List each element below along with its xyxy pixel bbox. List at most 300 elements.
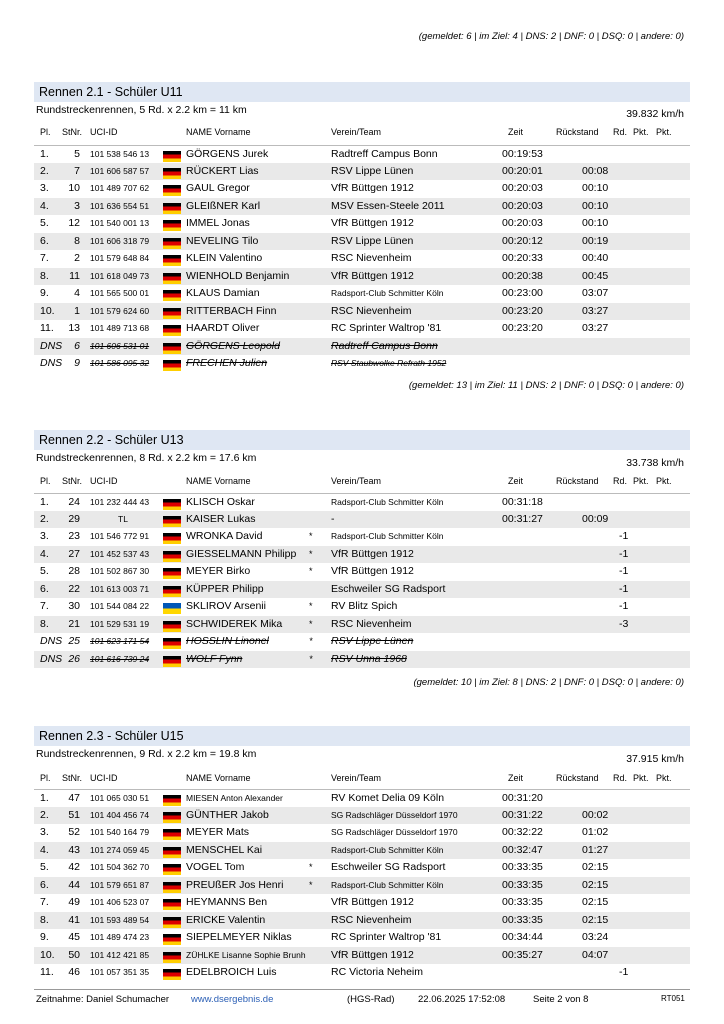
result-time: 00:20:03 [502, 199, 543, 212]
result-uci-id: 101 544 084 22 [90, 601, 150, 611]
result-start-number: 1 [74, 304, 80, 317]
result-name: SKLIROV Arsenii [186, 600, 266, 612]
col-pkt: Pkt. [656, 476, 672, 486]
result-gap: 03:27 [582, 304, 609, 317]
result-club: Radsport-Club Schmitter Köln [331, 288, 444, 298]
result-place: 9. [40, 931, 49, 943]
result-place: 4. [40, 199, 49, 212]
result-place: 10. [40, 304, 55, 317]
flag-germany-icon [163, 325, 181, 336]
col-stnr: StNr. [62, 127, 83, 137]
result-place: 7. [40, 600, 49, 612]
flag-germany-icon [163, 360, 181, 371]
result-place: 2. [40, 164, 49, 177]
race-average-speed: 39.832 km/h [626, 108, 684, 120]
result-uci-id: 101 489 713 68 [90, 323, 150, 333]
result-place: 8. [40, 913, 49, 926]
result-uci-id: 101 579 624 60 [90, 305, 150, 316]
result-place: 1. [40, 148, 49, 160]
result-uci-id: 101 065 030 51 [90, 793, 150, 803]
result-uci-id: 101 606 318 79 [90, 235, 150, 246]
result-row [34, 789, 690, 808]
result-club: RSV Lippe Lünen [331, 635, 414, 647]
col-pkt: Pkt. [633, 773, 649, 783]
result-place: DNS [40, 652, 63, 665]
result-name: VOGEL Tom [186, 861, 245, 873]
result-time: 00:31:20 [502, 792, 543, 804]
result-start-number: 29 [68, 512, 80, 525]
col-pl: Pl. [40, 773, 51, 783]
col-uci: UCI-ID [90, 127, 118, 137]
result-time: 00:31:27 [502, 512, 543, 525]
result-gap: 02:15 [582, 913, 609, 926]
result-gap: 00:09 [582, 512, 609, 525]
result-club: RC Victoria Neheim [331, 966, 424, 978]
result-start-number: 24 [68, 496, 80, 508]
result-place: 5. [40, 217, 49, 229]
result-name: WOLF Fynn [186, 652, 243, 665]
race-summary: (gemeldet: 10 | im Ziel: 8 | DNS: 2 | DNF: 0 | DSQ: 0 | andere: 0) [413, 677, 684, 688]
result-club: Radsport-Club Schmitter Köln [331, 844, 444, 855]
result-start-number: 11 [69, 269, 80, 282]
flag-germany-icon [163, 795, 181, 806]
result-name: GÖRGENS Jurek [186, 148, 269, 160]
result-uci-id: 101 618 049 73 [90, 270, 150, 281]
flag-germany-icon [163, 882, 181, 893]
result-time: 00:32:47 [502, 843, 543, 856]
result-uci-id: 101 502 867 30 [90, 566, 150, 576]
flag-germany-icon [163, 621, 181, 632]
flag-germany-icon [163, 255, 181, 266]
result-gap: 03:24 [582, 931, 609, 943]
col-club: Verein/Team [331, 476, 382, 486]
result-name: EDELBROICH Luis [186, 966, 277, 978]
result-row [34, 894, 690, 912]
result-gap: 00:45 [582, 269, 609, 282]
result-row [34, 320, 690, 338]
result-time: 00:19:53 [502, 148, 543, 160]
result-note-star: * [309, 566, 313, 576]
flag-germany-icon [163, 551, 181, 562]
result-name: SCHWIDEREK Mika [186, 617, 283, 630]
result-start-number: 41 [68, 913, 80, 926]
result-uci-id: 101 538 546 13 [90, 149, 150, 159]
result-club: RSV Lippe Lünen [331, 234, 414, 247]
result-place: 3. [40, 826, 49, 838]
result-gap: 00:10 [582, 217, 609, 229]
race-average-speed: 37.915 km/h [626, 753, 684, 765]
result-start-number: 23 [68, 530, 80, 542]
result-club: RSV Lippe Lünen [331, 164, 414, 177]
result-name: KAISER Lukas [186, 512, 256, 525]
col-name: NAME Vorname [186, 127, 251, 137]
result-time: 00:33:35 [502, 878, 543, 891]
result-start-number: 46 [68, 966, 80, 978]
col-time: Zeit [508, 127, 524, 137]
result-name: KLISCH Oskar [186, 496, 255, 508]
result-gap: 02:15 [582, 896, 609, 908]
result-place: 2. [40, 512, 49, 525]
flag-germany-icon [163, 934, 181, 945]
result-uci-id: 101 593 489 54 [90, 914, 150, 925]
result-row [34, 268, 690, 286]
result-row [34, 581, 690, 599]
col-rd: Rd. [613, 476, 628, 486]
flag-germany-icon [163, 533, 181, 544]
result-name: HOSSLIN Linonel [186, 635, 269, 647]
result-club: VfR Büttgen 1912 [331, 217, 414, 229]
result-gap: 00:19 [582, 234, 609, 247]
result-club: SG Radschläger Düsseldorf 1970 [331, 827, 458, 837]
result-time: 00:23:00 [502, 287, 543, 299]
result-start-number: 10 [68, 182, 80, 194]
result-gap: 00:02 [582, 808, 609, 821]
footer-mode: (HGS-Rad) [347, 994, 395, 1005]
result-name: KLEIN Valentino [186, 252, 263, 264]
result-start-number: 30 [68, 600, 80, 612]
col-pkt: Pkt. [633, 127, 649, 137]
race-title: Rennen 2.2 - Schüler U13 [34, 430, 690, 450]
result-row [34, 303, 690, 321]
result-uci-id: 101 586 095 32 [90, 358, 150, 368]
result-name: GAUL Gregor [186, 182, 250, 194]
result-laps: -3 [619, 617, 629, 630]
result-uci-id: TL [118, 513, 128, 524]
result-name: WRONKA David [186, 530, 263, 542]
result-uci-id: 101 529 531 19 [90, 618, 150, 629]
flag-germany-icon [163, 290, 181, 301]
result-place: 6. [40, 234, 49, 247]
flag-germany-icon [163, 220, 181, 231]
result-note-star: * [309, 618, 313, 629]
result-name: ZÜHLKE Lisanne Sophie Brunh [186, 949, 306, 960]
result-place: 9. [40, 287, 49, 299]
flag-germany-icon [163, 586, 181, 597]
result-place: 2. [40, 808, 49, 821]
result-time: 00:23:20 [502, 304, 543, 317]
result-row [34, 528, 690, 546]
result-start-number: 2 [74, 252, 80, 264]
result-uci-id: 101 406 523 07 [90, 897, 150, 907]
col-pkt: Pkt. [633, 476, 649, 486]
result-name: GÖRGENS Leopold [186, 339, 280, 352]
result-uci-id: 101 057 351 35 [90, 967, 150, 977]
result-laps: -1 [619, 582, 629, 595]
flag-germany-icon [163, 568, 181, 579]
result-start-number: 4 [74, 287, 80, 299]
result-row [34, 563, 690, 581]
result-gap: 00:10 [582, 182, 609, 194]
col-name: NAME Vorname [186, 773, 251, 783]
col-club: Verein/Team [331, 773, 382, 783]
result-club: RSC Nievenheim [331, 304, 412, 317]
result-place: 7. [40, 252, 49, 264]
result-row [34, 355, 690, 373]
result-laps: -1 [619, 966, 629, 978]
result-uci-id: 101 404 456 74 [90, 809, 150, 820]
result-start-number: 25 [68, 635, 80, 647]
result-row [34, 215, 690, 233]
result-row [34, 180, 690, 198]
result-uci-id: 101 579 648 84 [90, 253, 150, 263]
result-gap: 00:40 [582, 252, 609, 264]
result-time: 00:20:38 [502, 269, 543, 282]
result-note-star: * [309, 531, 313, 541]
result-club: RSV Unna 1968 [331, 652, 407, 665]
result-start-number: 28 [68, 565, 80, 577]
result-club: RSV Staubwolke Refrath 1952 [331, 358, 447, 368]
result-uci-id: 101 606 587 57 [90, 165, 150, 176]
result-start-number: 51 [68, 808, 80, 821]
result-club: RC Sprinter Waltrop '81 [331, 322, 442, 334]
result-time: 00:33:35 [502, 896, 543, 908]
result-row [34, 947, 690, 965]
result-club: RSC Nievenheim [331, 252, 412, 264]
result-start-number: 21 [68, 617, 80, 630]
result-uci-id: 101 579 651 87 [90, 879, 150, 890]
result-row [34, 964, 690, 982]
result-place: DNS [40, 357, 63, 369]
result-uci-id: 101 636 554 51 [90, 200, 150, 211]
result-row [34, 285, 690, 303]
result-place: DNS [40, 635, 63, 647]
race-summary: (gemeldet: 13 | im Ziel: 11 | DNS: 2 | DNF: 0 | DSQ: 0 | andere: 0) [408, 380, 684, 391]
result-row [34, 842, 690, 860]
result-name: KLAUS Damian [186, 287, 260, 299]
column-headers [34, 475, 690, 487]
result-club: MSV Essen-Steele 2011 [331, 199, 445, 212]
result-club: RV Komet Delia 09 Köln [331, 792, 445, 804]
flag-germany-icon [163, 185, 181, 196]
result-place: 5. [40, 565, 49, 577]
result-name: ERICKE Valentin [186, 913, 266, 926]
result-row [34, 493, 690, 512]
result-row [34, 598, 690, 616]
result-place: 5. [40, 861, 49, 873]
flag-germany-icon [163, 656, 181, 667]
result-start-number: 13 [68, 322, 80, 334]
result-place: 4. [40, 547, 49, 560]
footer-timing: Zeitnahme: Daniel Schumacher [36, 994, 170, 1005]
result-time: 00:20:03 [502, 217, 543, 229]
result-gap: 02:15 [582, 861, 609, 873]
result-row [34, 912, 690, 930]
result-uci-id: 101 489 474 23 [90, 932, 150, 942]
result-time: 00:33:35 [502, 861, 543, 873]
flag-germany-icon [163, 969, 181, 980]
result-club: RSC Nievenheim [331, 617, 412, 630]
result-club: Radsport-Club Schmitter Köln [331, 879, 444, 890]
flag-ukraine-icon [163, 603, 181, 614]
result-uci-id: 101 412 421 85 [90, 949, 150, 960]
flag-germany-icon [163, 168, 181, 179]
result-row [34, 859, 690, 877]
result-name: RÜCKERT Lias [186, 164, 259, 177]
result-gap: 01:27 [582, 843, 609, 856]
result-place: DNS [40, 339, 63, 352]
race-title: Rennen 2.1 - Schüler U11 [34, 82, 690, 102]
result-start-number: 44 [68, 878, 80, 891]
result-start-number: 9 [74, 357, 80, 369]
result-note-star: * [309, 653, 313, 664]
result-note-star: * [309, 879, 313, 890]
result-club: Radsport-Club Schmitter Köln [331, 497, 444, 507]
result-start-number: 52 [68, 826, 80, 838]
result-note-star: * [309, 548, 313, 559]
result-row [34, 163, 690, 181]
result-row [34, 250, 690, 268]
col-pl: Pl. [40, 476, 51, 486]
flag-germany-icon [163, 952, 181, 963]
result-note-star: * [309, 862, 313, 872]
flag-germany-icon [163, 308, 181, 319]
result-row [34, 807, 690, 825]
result-name: MENSCHEL Kai [186, 843, 263, 856]
race-title: Rennen 2.3 - Schüler U15 [34, 726, 690, 746]
result-uci-id: 101 540 001 13 [90, 218, 150, 228]
result-time: 00:33:35 [502, 913, 543, 926]
col-pkt: Pkt. [656, 127, 672, 137]
result-row [34, 877, 690, 895]
result-name: KÜPPER Philipp [186, 582, 264, 595]
result-club: - [331, 512, 335, 525]
result-gap: 00:10 [582, 199, 609, 212]
result-uci-id: 101 613 003 71 [90, 583, 150, 594]
flag-germany-icon [163, 499, 181, 510]
result-name: IMMEL Jonas [186, 217, 250, 229]
col-stnr: StNr. [62, 773, 83, 783]
result-name: GLEIßNER Karl [186, 199, 261, 212]
result-laps: -1 [619, 600, 629, 612]
result-laps: -1 [619, 530, 629, 542]
result-gap: 01:02 [582, 826, 609, 838]
result-row [34, 338, 690, 356]
top-summary: (gemeldet: 6 | im Ziel: 4 | DNS: 2 | DNF: 0 | DSQ: 0 | andere: 0) [418, 31, 684, 42]
col-club: Verein/Team [331, 127, 382, 137]
result-name: HAARDT Oliver [186, 322, 260, 334]
result-club: VfR Büttgen 1912 [331, 547, 414, 560]
flag-germany-icon [163, 151, 181, 162]
result-row [34, 929, 690, 947]
result-start-number: 50 [68, 948, 80, 961]
result-start-number: 3 [74, 199, 80, 212]
result-uci-id: 101 504 362 70 [90, 862, 150, 872]
result-uci-id: 101 623 171 54 [90, 636, 150, 646]
result-name: MEYER Birko [186, 565, 251, 577]
flag-germany-icon [163, 238, 181, 249]
result-start-number: 8 [74, 234, 80, 247]
col-name: NAME Vorname [186, 476, 251, 486]
result-gap: 00:08 [582, 164, 609, 177]
result-name: RITTERBACH Finn [186, 304, 277, 317]
result-start-number: 7 [74, 164, 80, 177]
flag-germany-icon [163, 638, 181, 649]
flag-germany-icon [163, 812, 181, 823]
result-row [34, 633, 690, 651]
result-uci-id: 101 452 537 43 [90, 548, 150, 559]
result-start-number: 5 [74, 148, 80, 160]
result-time: 00:35:27 [502, 948, 543, 961]
col-rueckstand: Rückstand [556, 476, 599, 486]
result-name: GÜNTHER Jakob [186, 808, 269, 821]
result-place: 6. [40, 878, 49, 891]
race-average-speed: 33.738 km/h [626, 457, 684, 469]
result-club: RC Sprinter Waltrop '81 [331, 931, 442, 943]
result-uci-id: 101 565 500 01 [90, 288, 150, 298]
column-headers [34, 772, 690, 784]
col-rueckstand: Rückstand [556, 127, 599, 137]
result-place: 11. [40, 322, 54, 334]
result-name: FRECHEN Julien [186, 357, 268, 369]
col-rd: Rd. [613, 127, 628, 137]
result-club: VfR Büttgen 1912 [331, 948, 414, 961]
result-club: RSC Nievenheim [331, 913, 412, 926]
footer-datetime: 22.06.2025 17:52:08 [418, 994, 506, 1005]
footer-page: Seite 2 von 8 [533, 994, 589, 1005]
result-time: 00:32:22 [502, 826, 543, 838]
footer-code: RT051 [661, 994, 685, 1003]
col-uci: UCI-ID [90, 773, 118, 783]
col-time: Zeit [508, 476, 524, 486]
result-club: SG Radschläger Düsseldorf 1970 [331, 809, 458, 820]
result-uci-id: 101 606 531 01 [90, 340, 150, 351]
result-row [34, 651, 690, 669]
result-club: Eschweiler SG Radsport [331, 582, 446, 595]
result-place: 6. [40, 582, 49, 595]
result-start-number: 45 [68, 931, 80, 943]
col-pl: Pl. [40, 127, 51, 137]
result-start-number: 6 [74, 339, 80, 352]
col-time: Zeit [508, 773, 524, 783]
result-start-number: 43 [68, 843, 80, 856]
result-place: 11. [40, 966, 54, 978]
result-time: 00:34:44 [502, 931, 543, 943]
result-place: 1. [40, 792, 49, 804]
result-start-number: 12 [68, 217, 80, 229]
result-row [34, 198, 690, 216]
column-headers [34, 126, 690, 138]
result-uci-id: 101 232 444 43 [90, 497, 150, 507]
result-laps: -1 [619, 547, 629, 560]
race-subtitle: Rundstreckenrennen, 9 Rd. x 2.2 km = 19.8 km [36, 748, 257, 760]
col-pkt: Pkt. [656, 773, 672, 783]
result-time: 00:20:12 [502, 234, 543, 247]
flag-germany-icon [163, 899, 181, 910]
result-gap: 02:15 [582, 878, 609, 891]
result-place: 7. [40, 896, 49, 908]
result-place: 10. [40, 948, 55, 961]
result-row [34, 511, 690, 529]
result-start-number: 42 [68, 861, 80, 873]
footer-link[interactable]: www.dsergebnis.de [191, 994, 274, 1005]
result-time: 00:31:18 [502, 496, 543, 508]
result-laps: -1 [619, 565, 629, 577]
race-subtitle: Rundstreckenrennen, 8 Rd. x 2.2 km = 17.6 km [36, 452, 257, 464]
result-name: HEYMANNS Ben [186, 896, 268, 908]
col-rueckstand: Rückstand [556, 773, 599, 783]
col-stnr: StNr. [62, 476, 83, 486]
result-start-number: 22 [68, 582, 80, 595]
race-subtitle: Rundstreckenrennen, 5 Rd. x 2.2 km = 11 km [36, 104, 247, 116]
result-gap: 03:27 [582, 322, 609, 334]
result-time: 00:20:01 [502, 164, 543, 177]
result-name: WIENHOLD Benjamin [186, 269, 290, 282]
result-row [34, 546, 690, 564]
result-start-number: 27 [68, 547, 80, 560]
result-club: VfR Büttgen 1912 [331, 565, 414, 577]
flag-germany-icon [163, 829, 181, 840]
flag-germany-icon [163, 864, 181, 875]
